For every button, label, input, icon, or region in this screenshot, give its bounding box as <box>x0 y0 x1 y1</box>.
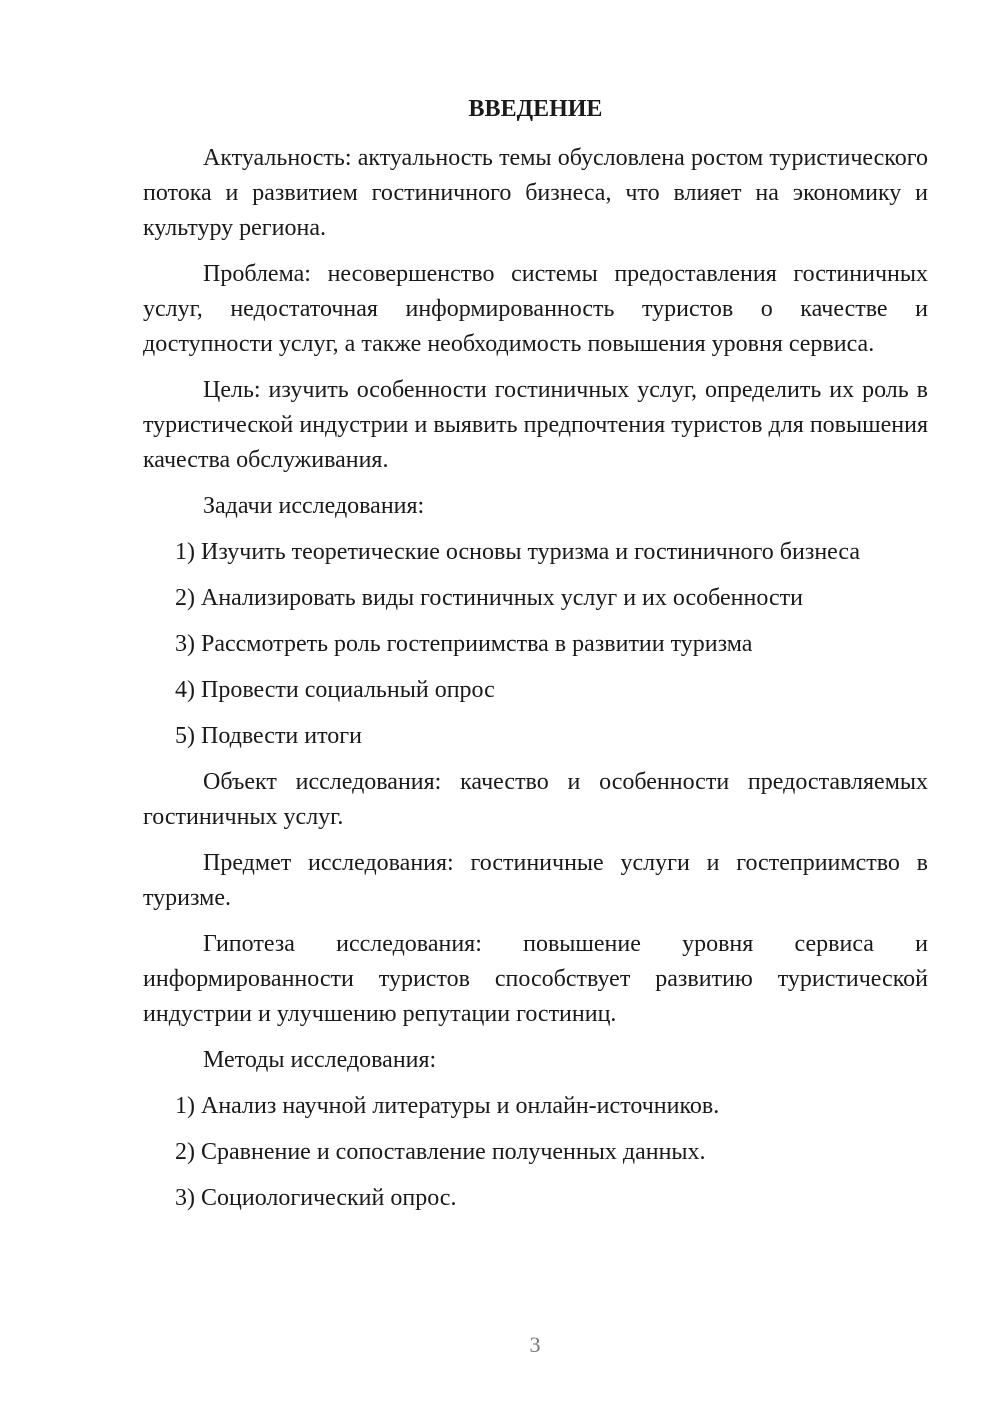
methods-list <box>143 1089 928 1216</box>
page-number: 3 <box>529 1332 541 1357</box>
task-item: 3) Рассмотреть роль гостеприимства в развитии туризма <box>175 631 753 657</box>
method-item: 3) Социологический опрос. <box>175 1185 457 1211</box>
task-item: 1) Изучить теоретические основы туризма и гостиничного бизнеса <box>175 539 861 565</box>
page-content <box>143 92 928 1227</box>
problem-paragraph: Проблема: несовершенство системы предоставления гостиничных услуг, недостаточная информированность туристов о качестве и доступности услуг, а также необходимость повышения уровня сервиса. <box>143 261 928 357</box>
goal-paragraph: Цель: изучить особенности гостиничных услуг, определить их роль в туристической индустрии и выявить предпочтения туристов для повышения качества обслуживания. <box>143 377 928 473</box>
section-heading: ВВЕДЕНИЕ <box>468 96 603 122</box>
tasks-list <box>143 535 928 754</box>
method-item: 2) Сравнение и сопоставление полученных данных. <box>175 1139 706 1165</box>
subject-paragraph: Предмет исследования: гостиничные услуги и гостеприимство в туризме. <box>143 850 928 911</box>
tasks-label: Задачи исследования: <box>203 493 425 519</box>
task-item: 4) Провести социальный опрос <box>175 677 495 703</box>
task-item: 5) Подвести итоги <box>175 723 362 749</box>
methods-label: Методы исследования: <box>203 1047 437 1073</box>
object-paragraph: Объект исследования: качество и особенности предоставляемых гостиничных услуг. <box>143 769 928 830</box>
method-item: 1) Анализ научной литературы и онлайн-источников. <box>175 1093 720 1119</box>
hypothesis-paragraph: Гипотеза исследования: повышение уровня сервиса и информированности туристов способствует развитию туристической индустрии и улучшению репутации гостиниц. <box>143 931 928 1027</box>
relevance-paragraph: Актуальность: актуальность темы обусловлена ростом туристического потока и развитием гостиничного бизнеса, что влияет на экономику и культуру региона. <box>143 145 928 241</box>
task-item: 2) Анализировать виды гостиничных услуг и их особенности <box>175 585 803 611</box>
